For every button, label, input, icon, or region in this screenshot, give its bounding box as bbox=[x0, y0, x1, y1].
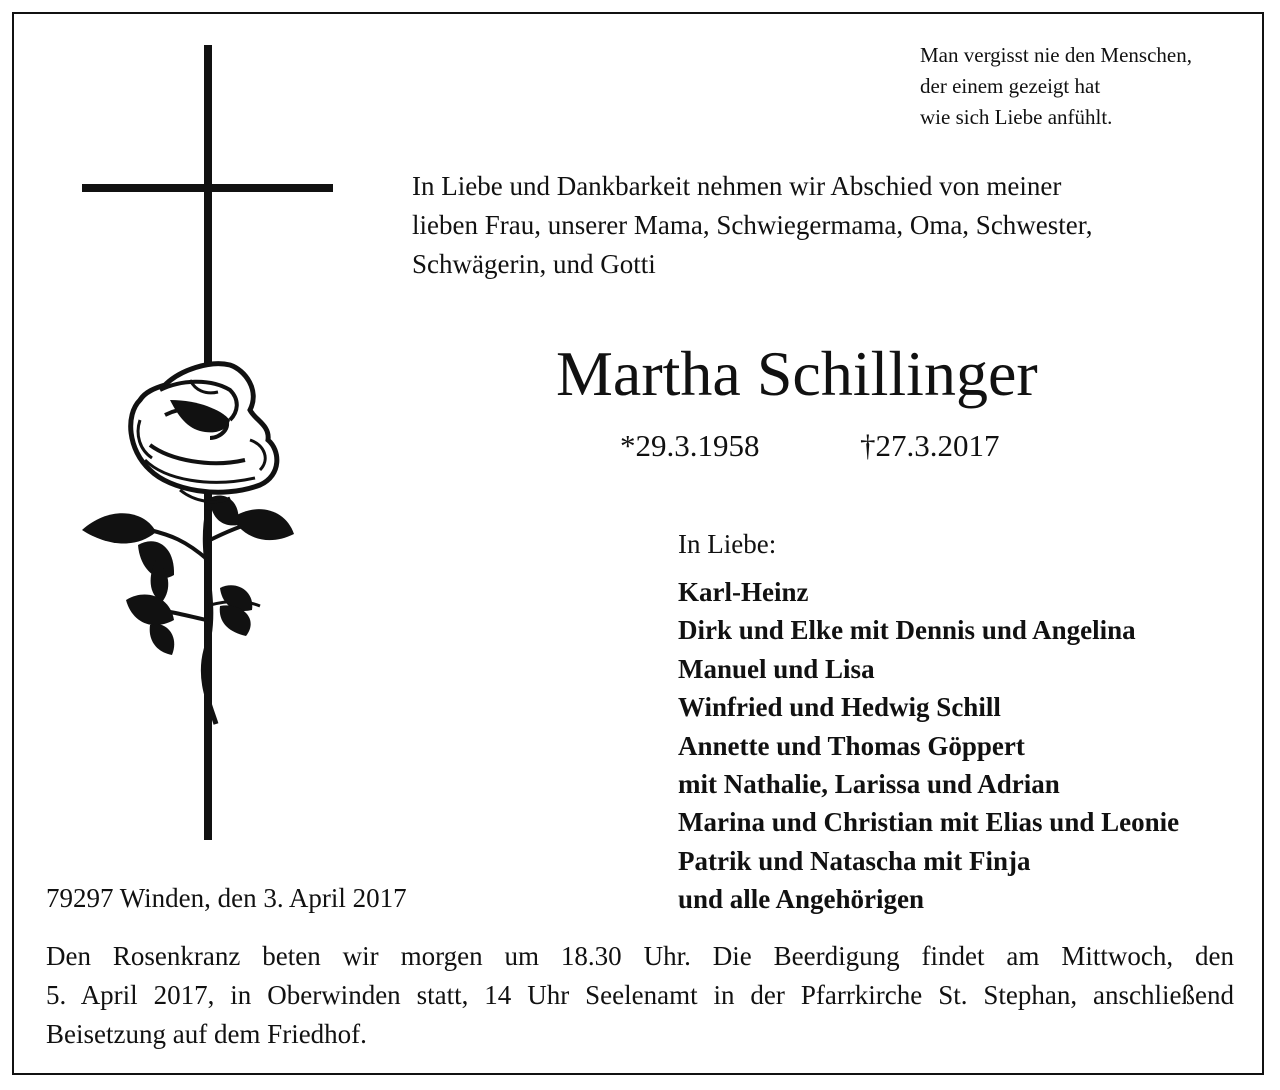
birth-date: *29.3.1958 bbox=[620, 428, 760, 463]
intro-line: Schwägerin, und Gotti bbox=[412, 249, 656, 279]
motto-line: wie sich Liebe anfühlt. bbox=[920, 105, 1113, 129]
list-item: mit Nathalie, Larissa und Adrian bbox=[678, 769, 1060, 800]
mourners-section bbox=[678, 525, 1258, 919]
mourners-heading: In Liebe: bbox=[678, 529, 777, 559]
service-line: Beisetzung auf dem Friedhof. bbox=[46, 1019, 367, 1049]
deceased-name: Martha Schillinger bbox=[556, 338, 1038, 409]
service-line: Den Rosenkranz beten wir morgen um 18.30 Uhr. Die Beerdigung findet am Mittwoch, den bbox=[46, 941, 1234, 971]
list-item: Winfried und Hedwig Schill bbox=[678, 692, 1001, 723]
list-item: Patrik und Natascha mit Finja bbox=[678, 845, 1031, 876]
place-and-date: 79297 Winden, den 3. April 2017 bbox=[46, 883, 407, 913]
list-item: Dirk und Elke mit Dennis und Angelina bbox=[678, 615, 1136, 646]
list-item: Karl-Heinz bbox=[678, 577, 809, 607]
intro-text bbox=[412, 167, 1232, 284]
motto-quote bbox=[920, 40, 1250, 133]
motto-line: Man vergisst nie den Menschen, bbox=[920, 43, 1192, 67]
cross-icon bbox=[70, 40, 350, 850]
intro-line: In Liebe und Dankbarkeit nehmen wir Abschied von meiner bbox=[412, 171, 1062, 201]
intro-line: lieben Frau, unserer Mama, Schwiegermama, Oma, Schwester, bbox=[412, 210, 1093, 240]
rose-icon bbox=[82, 364, 294, 655]
list-item: Manuel und Lisa bbox=[678, 653, 875, 684]
list-item: Marina und Christian mit Elias und Leonie bbox=[678, 807, 1180, 838]
list-item: Annette und Thomas Göppert bbox=[678, 730, 1025, 761]
service-info bbox=[46, 937, 1234, 1054]
list-item: und alle Angehörigen bbox=[678, 884, 925, 915]
motto-line: der einem gezeigt hat bbox=[920, 74, 1101, 98]
service-line: 5. April 2017, in Oberwinden statt, 14 Uhr Seelenamt in der Pfarrkirche St. Stephan, anschließend bbox=[46, 980, 1234, 1010]
mourners-list bbox=[678, 573, 1258, 919]
cross-with-rose bbox=[70, 40, 350, 850]
death-date: †27.3.2017 bbox=[860, 428, 1000, 463]
